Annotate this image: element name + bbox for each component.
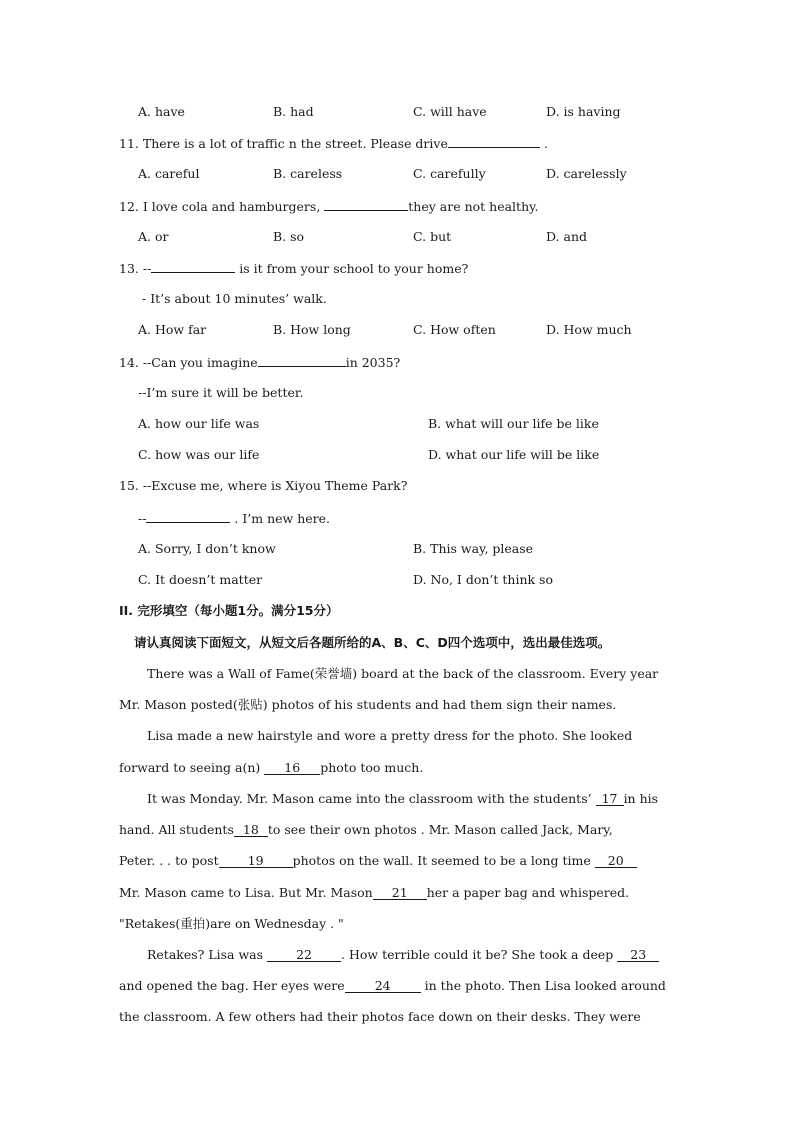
q12-option-a: A. or bbox=[138, 229, 169, 244]
q12-option-c: C. but bbox=[413, 229, 452, 244]
section-instruction: 请认真阅读下面短文，从短文后各题所给的A、B、C、D四个选项中，选出最佳选项。 bbox=[134, 635, 611, 650]
section-heading: II. 完形填空（每小题1分。满分15分） bbox=[119, 603, 339, 618]
q15-option-c: C. It doesn’t matter bbox=[138, 572, 263, 587]
passage-text: . How terrible could it be? She took a deep bbox=[341, 947, 618, 962]
answer-blank bbox=[324, 198, 408, 211]
blank-19: 19 bbox=[219, 855, 293, 868]
passage-text: her a paper bag and whispered. bbox=[426, 885, 630, 900]
q11-text-before: 11. There is a lot of traffic n the street. Please drive bbox=[119, 136, 448, 151]
q13-option-d: D. How much bbox=[546, 322, 632, 337]
passage-line: Lisa made a new hairstyle and wore a pretty dress for the photo. She looked bbox=[147, 728, 633, 743]
passage-line bbox=[119, 885, 629, 901]
passage-line bbox=[119, 760, 423, 776]
passage-text: photos on the wall. It seemed to be a long time bbox=[292, 853, 595, 868]
q11-text-after: . bbox=[539, 136, 548, 151]
question-13 bbox=[119, 260, 468, 277]
blank-22: 22 bbox=[267, 949, 341, 962]
passage-line: the classroom. A few others had their photos face down on their desks. They were bbox=[119, 1009, 641, 1024]
passage-text: Retakes? Lisa was bbox=[147, 947, 268, 962]
q13-text-before: 13. -- bbox=[119, 261, 152, 276]
answer-blank bbox=[146, 510, 230, 523]
passage-text: Mr. Mason came to Lisa. But Mr. Mason bbox=[119, 885, 373, 900]
q13-reply: - It’s about 10 minutes’ walk. bbox=[142, 291, 327, 306]
q13-option-c: C. How often bbox=[413, 322, 496, 337]
passage-text: hand. All students bbox=[119, 822, 234, 837]
passage-text: It was Monday. Mr. Mason came into the classroom with the students’ bbox=[147, 791, 596, 806]
passage-line bbox=[147, 791, 658, 807]
question-15: 15. --Excuse me, where is Xiyou Theme Park? bbox=[119, 478, 408, 493]
q11-option-c: C. carefully bbox=[413, 166, 486, 181]
q11-option-d: D. carelessly bbox=[546, 166, 627, 181]
passage-text: in the photo. Then Lisa looked around bbox=[420, 978, 666, 993]
q12-text-before: 12. I love cola and hamburgers, bbox=[119, 199, 325, 214]
q12-text-after: they are not healthy. bbox=[408, 199, 539, 214]
answer-blank bbox=[448, 135, 540, 148]
q15-option-b: B. This way, please bbox=[413, 541, 534, 556]
q14-text-after: in 2035? bbox=[345, 355, 401, 370]
q14-option-b: B. what will our life be like bbox=[428, 416, 599, 431]
answer-blank bbox=[151, 260, 235, 273]
blank-21: 21 bbox=[373, 887, 427, 900]
q15-reply bbox=[138, 510, 330, 527]
passage-text: to see their own photos . Mr. Mason called Jack, Mary, bbox=[267, 822, 613, 837]
q14-reply: --I’m sure it will be better. bbox=[138, 385, 304, 400]
q12-option-b: B. so bbox=[273, 229, 305, 244]
q10-option-d: D. is having bbox=[546, 104, 621, 119]
passage-line bbox=[119, 822, 613, 838]
passage-text: and opened the bag. Her eyes were bbox=[119, 978, 345, 993]
blank-18: 18 bbox=[234, 824, 268, 837]
q14-option-a: A. how our life was bbox=[138, 416, 260, 431]
question-14 bbox=[119, 354, 400, 371]
passage-text: in his bbox=[623, 791, 659, 806]
q13-option-a: A. How far bbox=[138, 322, 207, 337]
passage-text: Peter. . . to post bbox=[119, 853, 219, 868]
blank-17: 17 bbox=[596, 793, 624, 806]
q15-reply-after: . I’m new here. bbox=[230, 511, 331, 526]
passage-text: forward to seeing a(n) bbox=[119, 760, 265, 775]
q10-option-a: A. have bbox=[138, 104, 185, 119]
q15-reply-before: -- bbox=[138, 511, 147, 526]
q12-option-d: D. and bbox=[546, 229, 588, 244]
blank-20: 20 bbox=[595, 855, 637, 868]
passage-line bbox=[147, 947, 659, 963]
q15-option-a: A. Sorry, I don’t know bbox=[138, 541, 276, 556]
q13-text-after: is it from your school to your home? bbox=[235, 261, 469, 276]
passage-line bbox=[119, 978, 666, 994]
q15-option-d: D. No, I don’t think so bbox=[413, 572, 554, 587]
passage-text: photo too much. bbox=[320, 760, 424, 775]
q11-option-a: A. careful bbox=[138, 166, 200, 181]
answer-blank bbox=[258, 354, 346, 367]
question-12 bbox=[119, 198, 539, 215]
q14-option-d: D. what our life will be like bbox=[428, 447, 600, 462]
blank-23: 23 bbox=[617, 949, 659, 962]
question-11 bbox=[119, 135, 548, 152]
q11-option-b: B. careless bbox=[273, 166, 343, 181]
passage-line: There was a Wall of Fame(荣誉墙) board at the back of the classroom. Every year bbox=[147, 666, 659, 681]
blank-16: 16 bbox=[264, 762, 320, 775]
passage-line: Mr. Mason posted(张贴) photos of his students and had them sign their names. bbox=[119, 697, 617, 712]
blank-24: 24 bbox=[345, 980, 421, 993]
q14-option-c: C. how was our life bbox=[138, 447, 260, 462]
q10-option-c: C. will have bbox=[413, 104, 487, 119]
q13-option-b: B. How long bbox=[273, 322, 351, 337]
passage-line: "Retakes(重拍)are on Wednesday . " bbox=[119, 916, 344, 931]
q10-option-b: B. had bbox=[273, 104, 314, 119]
q14-text-before: 14. --Can you imagine bbox=[119, 355, 258, 370]
passage-line bbox=[119, 853, 637, 869]
